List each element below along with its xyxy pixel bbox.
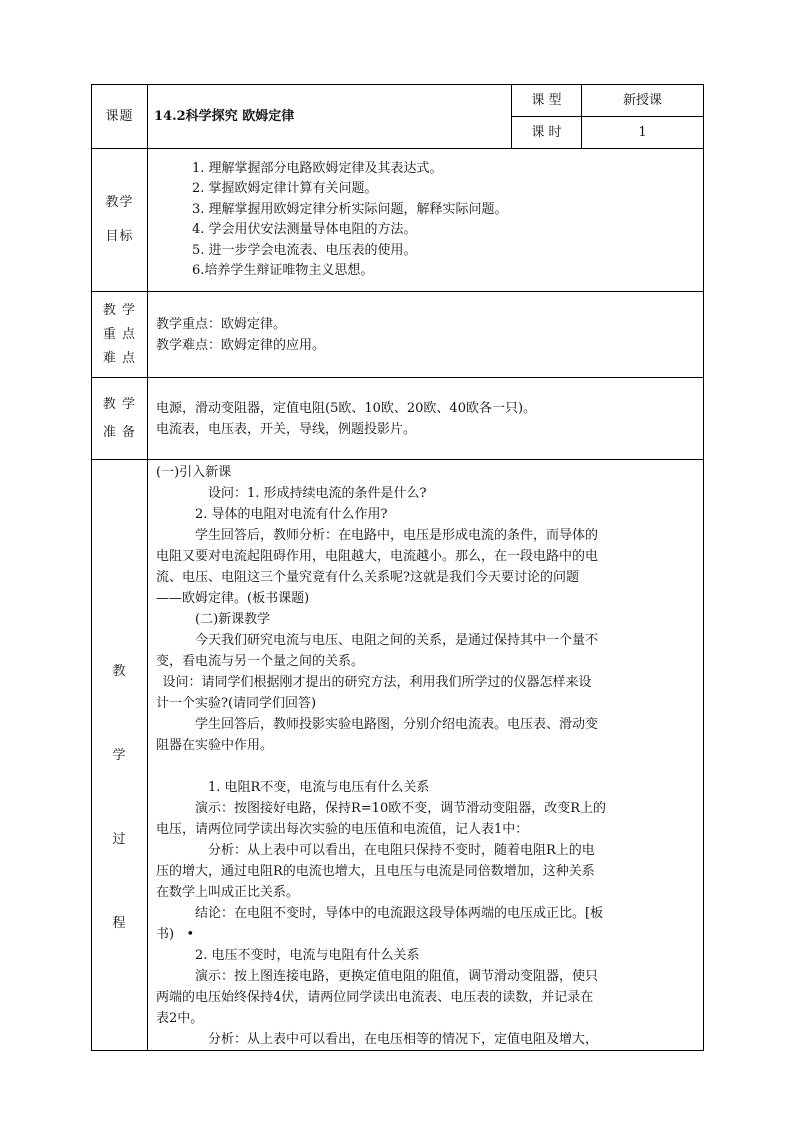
objective-item: 2. 掌握欧姆定律计算有关问题。	[192, 181, 378, 196]
objectives-list	[148, 149, 704, 292]
process-heading: (二)新课教学	[195, 612, 271, 627]
process-heading: 2. 电压不变时，电流与电阻有什么关系	[195, 948, 420, 963]
objective-item: 4. 学会用伏安法测量导体电阻的方法。	[192, 222, 417, 237]
process-line: 分析：从上表中可以看出，在电阻只保持不变时，随着电阻R上的电	[208, 843, 595, 858]
objective-item: 1. 理解掌握部分电路欧姆定律及其表达式。	[192, 160, 443, 176]
process-line: 两端的电压始终保持4伏，请两位同学读出电流表、电压表的读数，并记录在	[156, 990, 594, 1005]
objective-item: 5. 进一步学会电流表、电压表的使用。	[192, 242, 417, 258]
process-line: 阻器在实验中作用。	[156, 738, 274, 753]
type-value: 新授课	[582, 85, 704, 117]
process-line: 分析：从上表中可以看出，在电压相等的情况下，定值电阻及增大，	[208, 1032, 599, 1047]
process-content	[148, 460, 704, 1051]
process-line: 表2中。	[156, 1011, 204, 1026]
preparation-line: 电源，滑动变阻器，定值电阻(5欧、10欧、20欧、40欧各一只)。	[156, 400, 537, 416]
process-line: 结论：在电阻不变时，导体中的电流跟这段导体两端的电压成正比。[板	[195, 906, 604, 921]
process-label: 教 学 过 程	[92, 460, 148, 1051]
hours-value: 1	[582, 117, 704, 149]
process-line: 2. 导体的电阻对电流有什么作用?	[195, 507, 388, 522]
key-points-content	[148, 292, 704, 378]
process-line: 演示：按图接好电路，保持R=10欧不变，调节滑动变阻器，改变R上的	[195, 801, 607, 816]
process-line: 今天我们研究电流与电压、电阻之间的关系，是通过保持其中一个量不	[195, 633, 599, 648]
difficulty-line: 教学难点：欧姆定律的应用。	[156, 337, 326, 353]
process-line: 在数学上叫成正比关系。	[156, 885, 300, 900]
hours-label: 课 时	[512, 117, 582, 149]
process-line: 设问：请同学们根据刚才提出的研究方法，利用我们所学过的仪器怎样来设	[162, 675, 592, 690]
objective-item: 3. 理解掌握用欧姆定律分析实际问题，解释实际问题。	[192, 201, 508, 217]
process-line: 学生回答后，教师投影实验电路图，分别介绍电流表。电压表、滑动变	[195, 717, 599, 732]
process-heading: (一)引入新课	[156, 465, 232, 480]
process-line: 流、电压、电阻这三个量究竟有什么关系呢?这就是我们今天要讨论的问题	[156, 570, 579, 585]
process-line: 电压，请两位同学读出每次实验的电压值和电流值，记人表1中：	[156, 822, 529, 837]
key-point-line: 教学重点：欧姆定律。	[156, 316, 287, 332]
type-label: 课 型	[512, 85, 582, 117]
preparation-content	[148, 378, 704, 460]
process-line: 变，看电流与另一个量之间的关系。	[156, 654, 365, 669]
preparation-label: 教 学 准 备	[92, 378, 148, 460]
process-line: 书) •	[156, 927, 195, 942]
process-heading: 1. 电阻R不变，电流与电压有什么关系	[208, 780, 430, 795]
process-line: 演示：按上图连接电路，更换定值电阻的阻值，调节滑动变阻器，使只	[195, 969, 599, 984]
process-line: 设问：1. 形成持续电流的条件是什么?	[208, 486, 427, 501]
topic-label: 课题	[92, 85, 148, 149]
process-line: 电阻又要对电流起阻碍作用，电阻越大，电流越小。那么，在一段电路中的电	[156, 549, 599, 564]
process-spacer	[156, 756, 695, 777]
process-line: 学生回答后，教师分析：在电路中，电压是形成电流的条件，而导体的	[195, 528, 599, 543]
objective-item: 6.培养学生辩证唯物主义思想。	[192, 263, 374, 278]
process-line: 计一个实验?(请同学们回答)	[156, 696, 317, 711]
topic-title: 14.2科学探究 欧姆定律	[154, 109, 295, 124]
objectives-label: 教学 目标	[92, 149, 148, 292]
preparation-line: 电流表，电压表，开关，导线，例题投影片。	[156, 421, 417, 437]
process-line: ——欧姆定律。(板书课题)	[156, 591, 310, 606]
process-line: 压的增大，通过电阻R的电流也增大，且电压与电流是同倍数增加，这种关系	[156, 864, 595, 879]
topic-value	[148, 85, 512, 149]
lesson-plan-table	[91, 84, 704, 1051]
key-points-label: 教 学 重 点 难 点	[92, 292, 148, 378]
